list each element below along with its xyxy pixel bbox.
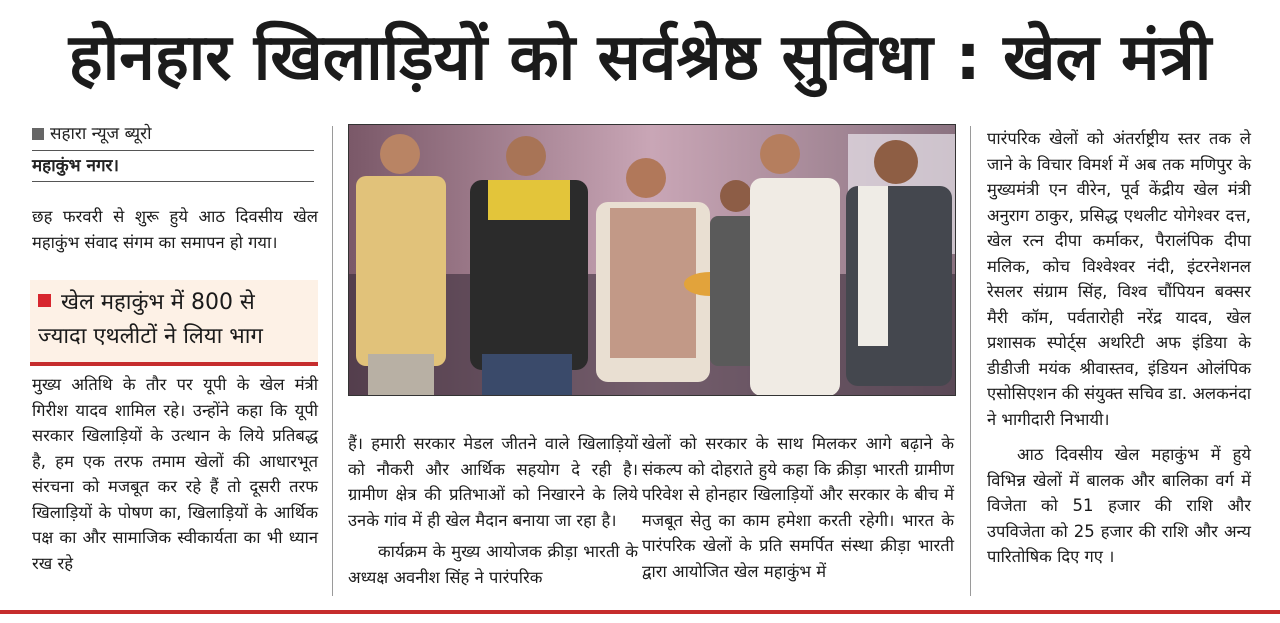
photo-illustration	[348, 124, 956, 396]
article-column-2	[348, 431, 638, 590]
bottom-rule	[0, 610, 1280, 614]
intro-paragraph	[32, 204, 318, 255]
event-photo	[348, 124, 956, 396]
article-column-4	[987, 126, 1251, 570]
dateline: महाकुंभ नगर।	[32, 151, 314, 182]
paragraph-col3: खेलों को सरकार के साथ मिलकर आगे बढ़ाने के संकल्प को दोहराते हुये कहा कि क्रीड़ा भारती ग्रामीण परिवेश से होनहार खिलाड़ियों और सरकार के बीच में मजबूत सेतु का काम हमेशा करती रहेगी। भारत के पारंपरिक खेलों के प्रति समर्पित संस्था क्रीड़ा भारती द्वारा आयोजित खेल महाकुंभ में	[642, 434, 954, 581]
paragraph-col2-b: कार्यक्रम के मुख्य आयोजक क्रीड़ा भारती के अध्यक्ष अवनीश सिंह ने पारंपरिक	[348, 542, 638, 587]
red-square-bullet-icon	[38, 294, 51, 307]
column-divider	[332, 126, 333, 596]
byline	[32, 120, 314, 151]
paragraph-col4-a: पारंपरिक खेलों को अंतर्राष्ट्रीय स्तर तक ले जाने के विचार विमर्श में अब तक मणिपुर के मुख्यमंत्री एन वीरेन, पूर्व केंद्रीय खेल मंत्री अनुराग ठाकुर, प्रसिद्ध एथलीट योगेश्वर दत्त, खेल रत्न दीपा कर्माकर, पैरालंपिक दीपा मलिक, कोच विश्वेश्वर नंदी, इंटरनेशनल रेसलर संग्राम सिंह, विश्व चौंपियन बक्सर मैरी कॉम, पर्वतारोही नरेंद्र यादव, खेल प्रशासक स्पोर्ट्स अथरिटी अफ इंडिया के डीडीजी मयंक श्रीवास्तव, इंडियन ओलंपिक एसोसिएशन की संयुक्त सचिव डा. अलकनंदा ने भागीदारी निभायी।	[987, 129, 1251, 429]
article-column-3	[642, 431, 954, 584]
column-divider	[970, 126, 971, 596]
highlight-text: खेल महाकुंभ में 800 से ज्यादा एथलीटों ने लिया भाग	[38, 290, 263, 349]
byline-block	[32, 120, 314, 182]
headline: होनहार खिलाड़ियों को सर्वश्रेष्ठ सुविधा : खेल मंत्री	[68, 21, 1212, 95]
paragraph-col2-a: हैं। हमारी सरकार मेडल जीतने वाले खिलाड़ियों को नौकरी और आर्थिक सहयोग दे रही है। ग्रामीण क्षेत्र की प्रतिभाओं को निखारने के लिये उनके गांव में ही खेल मैदान बनाया जा रहा है।	[348, 434, 638, 530]
paragraph-col4-b: आठ दिवसीय खेल महाकुंभ में हुये विभिन्न खेलों में बालक और बालिका वर्ग में विजेता को 51 हजार की राशि और उपविजेता को 25 हजार की राशि और अन्य पारितोषिक दिए गए ।	[987, 445, 1251, 566]
intro-text: छह फरवरी से शुरू हुये आठ दिवसीय खेल महाकुंभ संवाद संगम का समापन हो गया।	[32, 207, 318, 252]
highlight-box	[30, 280, 318, 366]
byline-text: सहारा न्यूज ब्यूरो	[50, 124, 152, 144]
paragraph-col1: मुख्य अतिथि के तौर पर यूपी के खेल मंत्री गिरीश यादव शामिल रहे। उन्होंने कहा कि यूपी सरकार खिलाड़ियों के उत्थान के लिये प्रतिबद्ध है, हम एक तरफ तमाम खेलों की आधारभूत संरचना को मजबूत कर रहे हैं तो दूसरी तरफ खिलाड़ियों के पोषण का, खिलाड़ियों के आर्थिक पक्ष का और सामाजिक स्वीकार्यता का भी ध्यान रख रहे	[32, 375, 318, 573]
square-bullet-icon	[32, 128, 44, 140]
article-column-1	[32, 372, 318, 576]
